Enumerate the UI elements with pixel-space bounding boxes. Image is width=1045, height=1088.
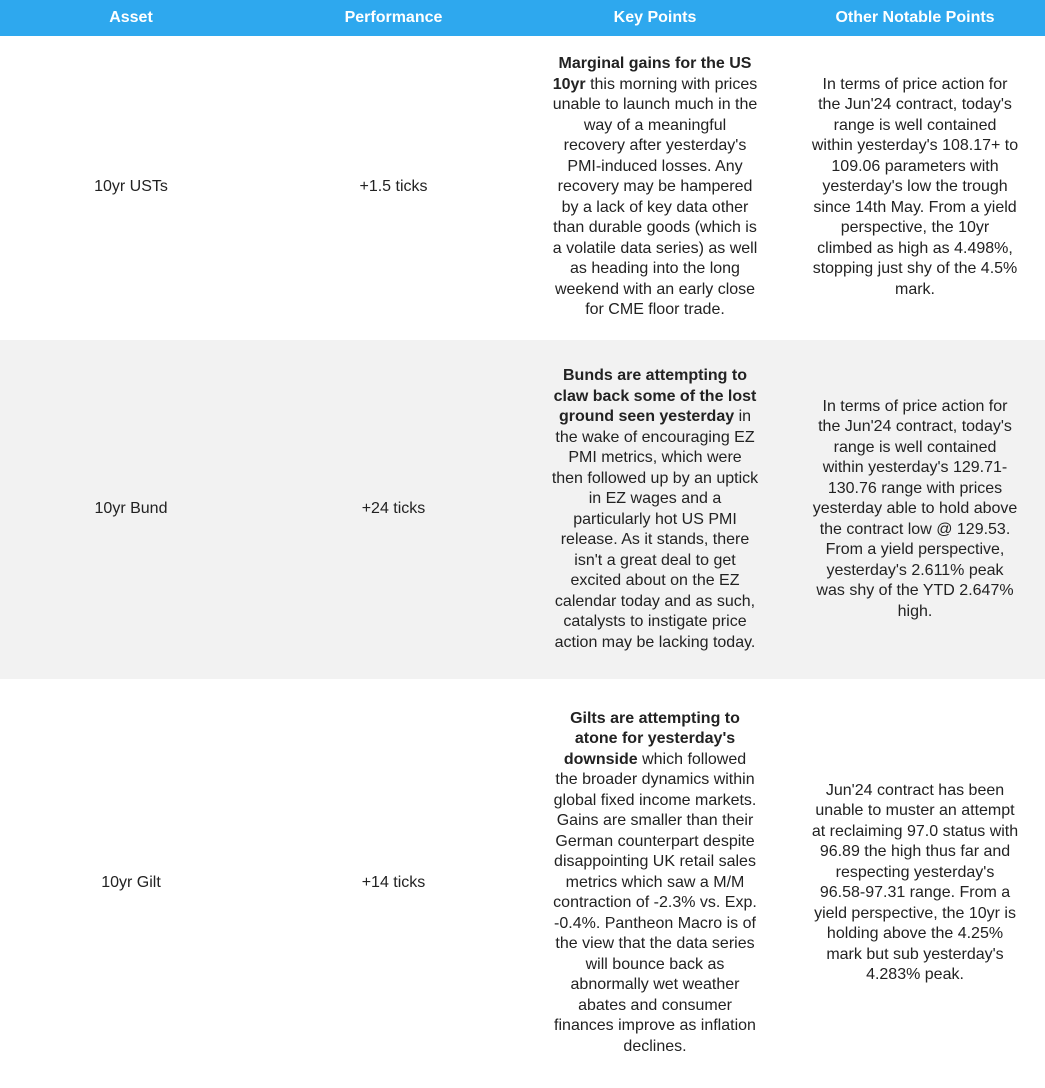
header-row xyxy=(0,0,1045,36)
asset-cell: 10yr Gilt xyxy=(0,680,262,1087)
table-row xyxy=(0,36,1045,340)
key-points-headline: Gilts are attempting to atone for yesterday's downside xyxy=(563,709,740,768)
key-points-cell xyxy=(525,36,785,340)
key-points-cell xyxy=(525,340,785,680)
key-points-headline: Bunds are attempting to claw back some of the lost ground seen yesterday xyxy=(553,367,757,425)
header-other-notable-points: Other Notable Points xyxy=(785,0,1045,36)
table-row xyxy=(0,680,1045,1087)
key-points-headline: Marginal gains for the US 10yr xyxy=(552,55,752,93)
performance-cell: +1.5 ticks xyxy=(262,36,525,340)
asset-cell: 10yr Bund xyxy=(0,340,262,680)
header-key-points: Key Points xyxy=(525,0,785,36)
other-points-cell: In terms of price action for the Jun'24 contract, today's range is well contained within yesterday's 108.17+ to 109.06 parameters with yesterday's low the trough since 14th May. From a yield perspective, the 10yr climbed as high as 4.498%, stopping just shy of the 4.5% mark. xyxy=(785,36,1045,340)
key-points-text: which followed the broader dynamics within global fixed income markets. Gains are smaller than their German counterpart despite disappointing UK retail sales metrics which saw a M/M contraction of -2.3% vs. Exp. -0.4%. Pantheon Macro is of the view that the data series will bounce back as abnormally wet weather abates and consumer finances improve as inflation declines. xyxy=(553,750,757,1055)
key-points-cell xyxy=(525,680,785,1087)
table-row xyxy=(0,340,1045,680)
table-body xyxy=(0,36,1045,1087)
table-header xyxy=(0,0,1045,36)
asset-cell: 10yr USTs xyxy=(0,36,262,340)
key-points-text: in the wake of encouraging EZ PMI metrics, which were then followed up by an uptick in EZ wages and a particularly hot US PMI release. As it stands, there isn't a great deal to get excited about on the EZ calendar today and as such, catalysts to instigate price action may be lacking today. xyxy=(551,408,759,651)
key-points-text: this morning with prices unable to launch much in the way of a meaningful recovery after yesterday's PMI-induced losses. Any recovery may be hampered by a lack of key data other than durable goods (which is a volatile data series) as well as heading into the long weekend with an early close for CME floor trade. xyxy=(552,75,758,319)
header-asset: Asset xyxy=(0,0,262,36)
other-points-cell: Jun'24 contract has been unable to muster an attempt at reclaiming 97.0 status with 96.89 the high thus far and respecting yesterday's 96.58-97.31 range. From a yield perspective, the 10yr is holding above the 4.25% mark but sub yesterday's 4.283% peak. xyxy=(785,680,1045,1087)
performance-cell: +14 ticks xyxy=(262,680,525,1087)
other-points-cell: In terms of price action for the Jun'24 contract, today's range is well contained within yesterday's 129.71-130.76 range with prices yesterday able to hold above the contract low @ 129.53. From a yield perspective, yesterday's 2.611% peak was shy of the YTD 2.647% high. xyxy=(785,340,1045,680)
performance-cell: +24 ticks xyxy=(262,340,525,680)
header-performance: Performance xyxy=(262,0,525,36)
